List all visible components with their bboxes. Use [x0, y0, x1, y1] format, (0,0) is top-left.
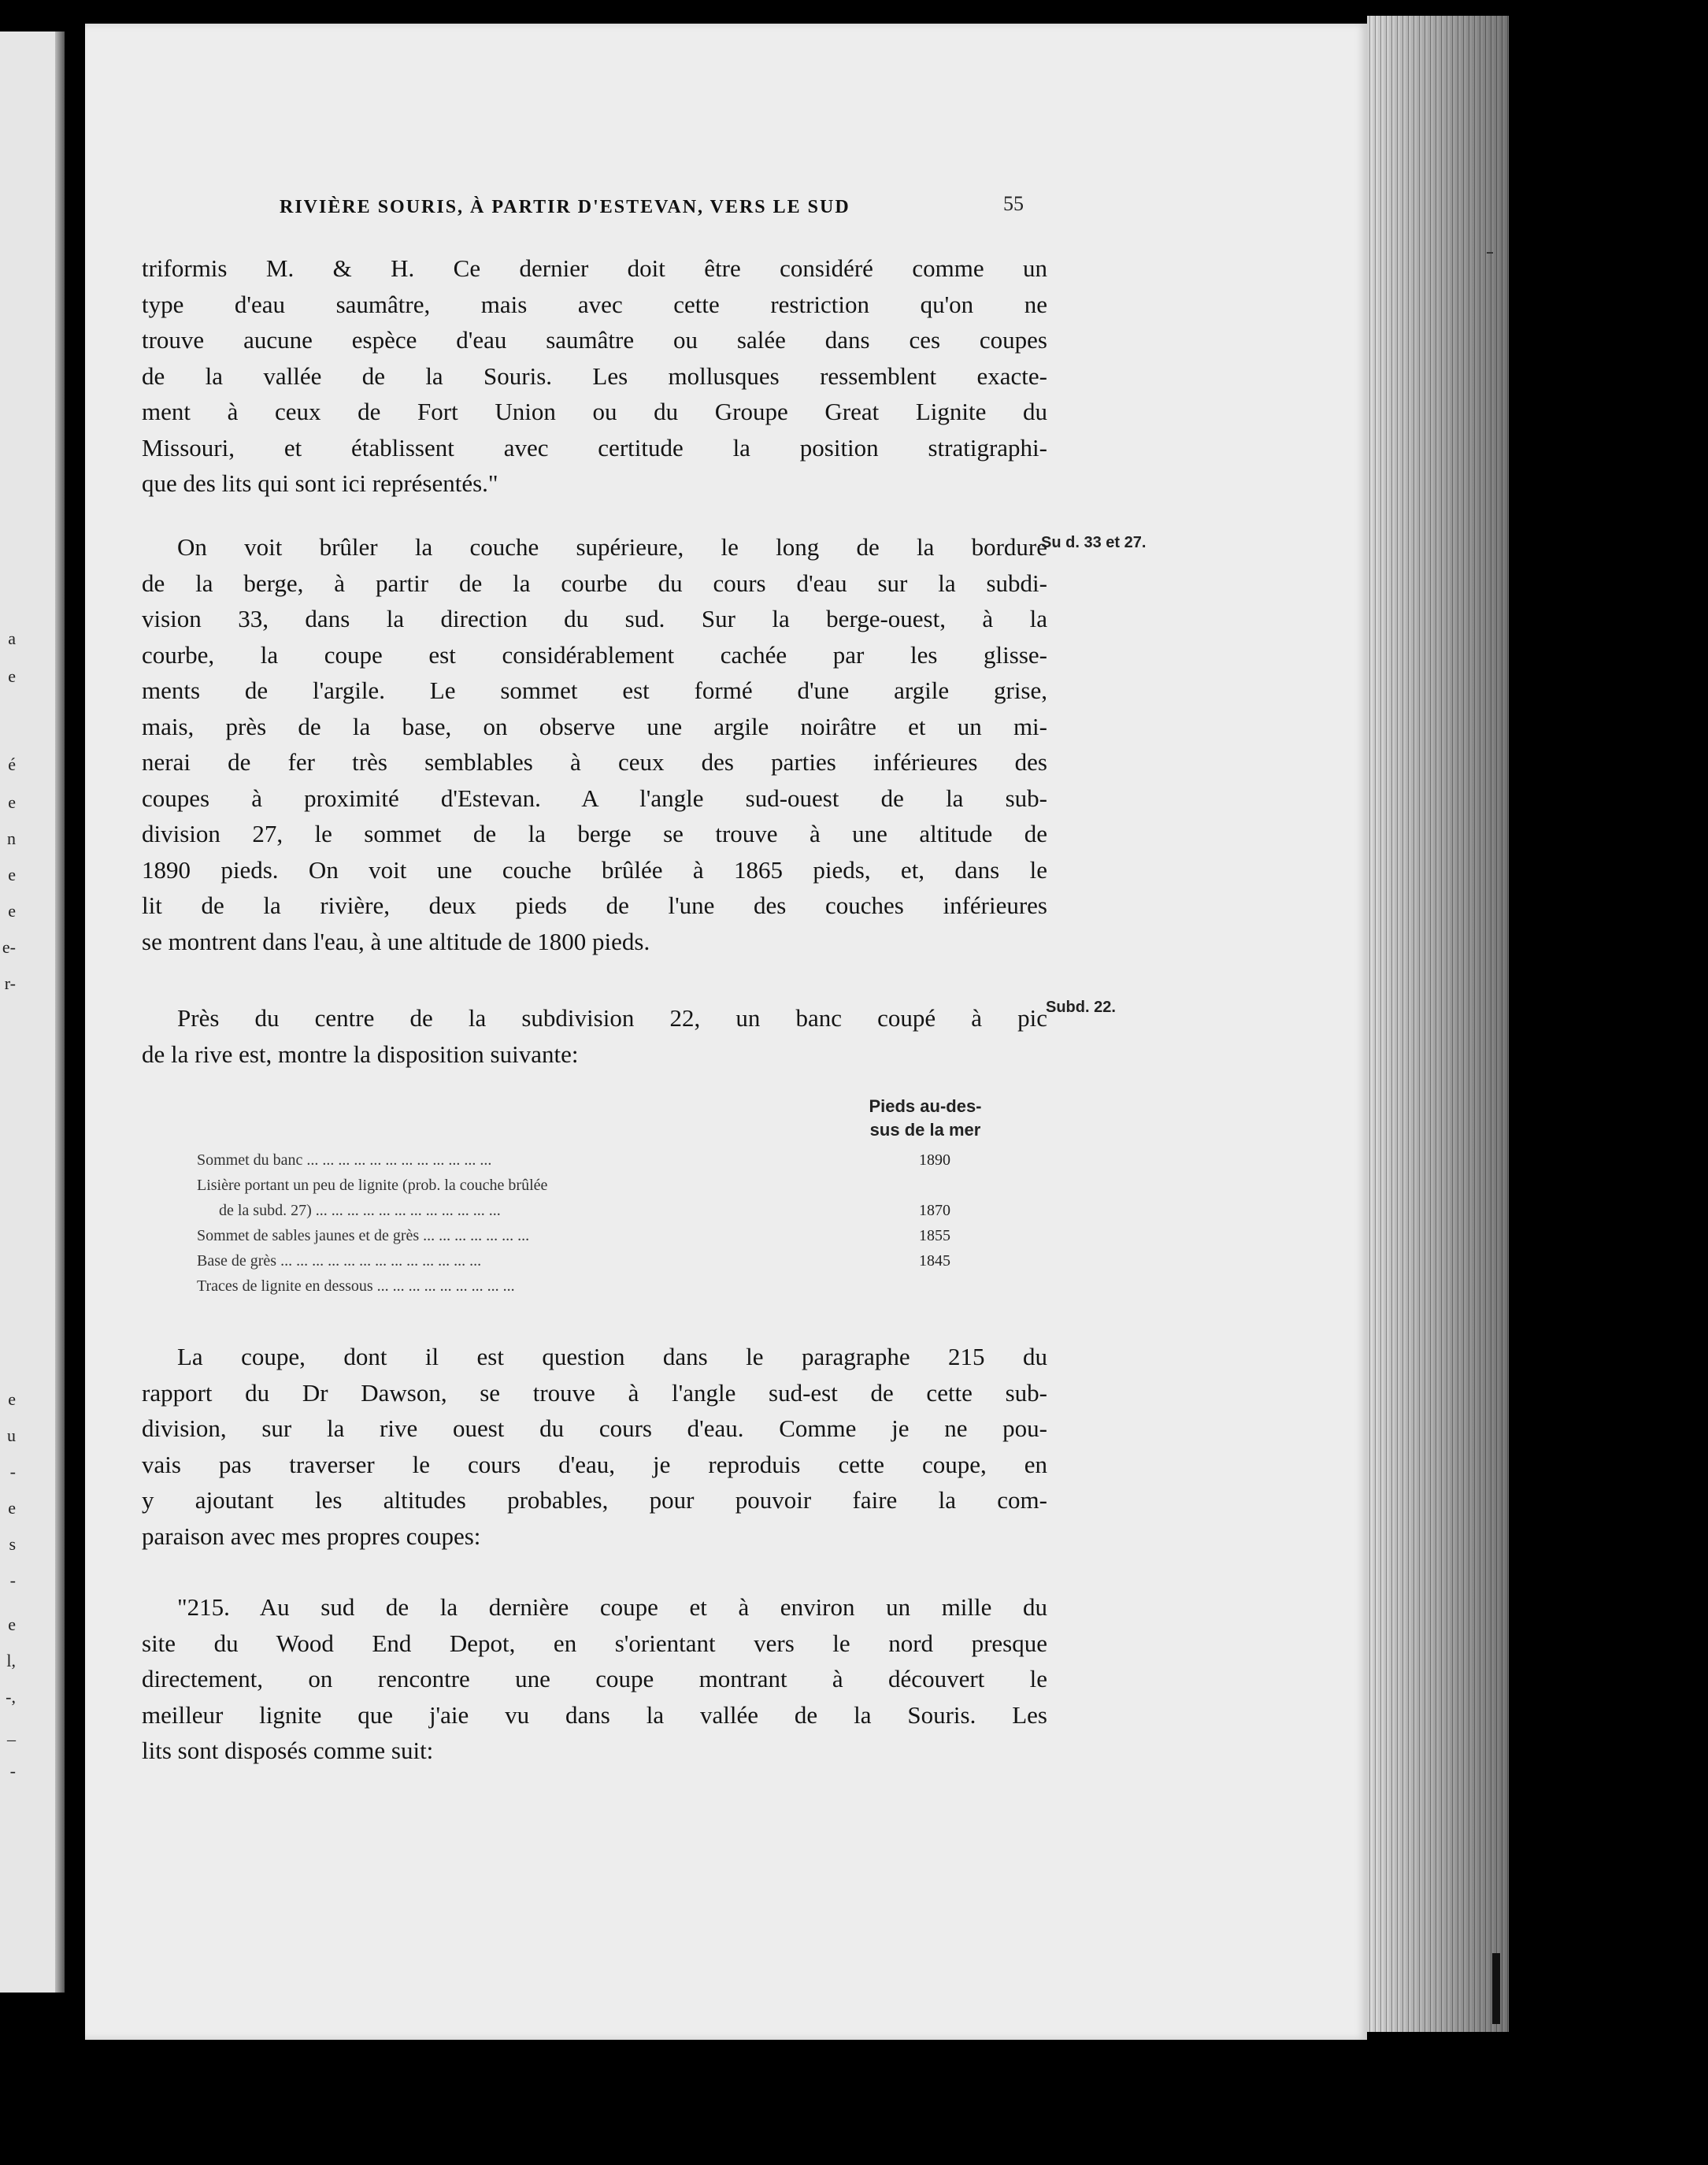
text-line: Près du centre de la subdivision 22, un banc coupé à pic — [177, 1004, 1047, 1032]
table-row — [197, 1177, 1063, 1200]
book-gutter — [55, 32, 65, 1993]
left-page-edge — [0, 32, 65, 1993]
table-cell-value: 1845 — [919, 1252, 950, 1270]
paragraph-4 — [142, 1339, 1047, 1554]
table-cell-label: Traces de lignite en dessous ... ... ... ... ... ... ... ... ... — [197, 1277, 515, 1295]
text-line: coupes à proximité d'Estevan. A l'angle sud-ouest de la sub- — [142, 784, 1047, 812]
page-edges — [1367, 16, 1509, 2032]
page-edges-shadow — [1367, 16, 1509, 2032]
text-line: se montrent dans l'eau, à une altitude de 1800 pieds. — [142, 927, 650, 955]
table-header-line: Pieds au-des- — [869, 1096, 982, 1116]
left-page-fragment: u — [7, 1425, 16, 1445]
paragraph-1 — [142, 250, 1047, 502]
text-line: de la rive est, montre la disposition suivante: — [142, 1040, 579, 1068]
table-row — [197, 1227, 1063, 1251]
table-header-line: sus de la mer — [869, 1120, 981, 1140]
table-cell-label: de la subd. 27) ... ... ... ... ... ... ... ... ... ... ... ... — [219, 1202, 501, 1219]
left-page-fragment: - — [9, 1462, 16, 1481]
table-row — [197, 1252, 1063, 1276]
left-page-fragment: a — [8, 628, 16, 648]
text-line: site du Wood End Depot, en s'orientant vers le nord presque — [142, 1629, 1047, 1657]
left-page-fragment: é — [8, 754, 16, 774]
text-line: rapport du Dr Dawson, se trouve à l'angle sud-est de cette sub- — [142, 1378, 1047, 1407]
text-line: division 27, le sommet de la berge se trouve à une altitude de — [142, 820, 1047, 847]
left-page-fragment: e — [8, 1498, 16, 1518]
text-line: de la berge, à partir de la courbe du cours d'eau sur la subdi- — [142, 569, 1047, 597]
table-cell-label: Sommet du banc ... ... ... ... ... ... ... ... ... ... ... ... — [197, 1151, 492, 1169]
left-page-fragment: s — [9, 1534, 16, 1554]
text-line: de la vallée de la Souris. Les mollusques ressemblent exacte- — [142, 361, 1047, 390]
paragraph-3 — [142, 1000, 1047, 1072]
table-cell-value: 1870 — [919, 1202, 950, 1219]
text-line: division, sur la rive ouest du cours d'eau. Comme je ne pou- — [142, 1414, 1047, 1442]
paragraph-5 — [142, 1589, 1047, 1769]
left-page-fragment: e — [8, 865, 16, 884]
page-corner-mark — [1487, 252, 1493, 254]
text-line: nerai de fer très semblables à ceux des parties inférieures des — [142, 748, 1047, 776]
left-page-fragment: e — [8, 666, 16, 686]
left-page-fragment: n — [7, 829, 16, 848]
left-page-fragment: - — [9, 1761, 16, 1781]
text-line: courbe, la coupe est considérablement cachée par les glisse- — [142, 640, 1047, 669]
text-line: 1890 pieds. On voit une couche brûlée à 1865 pieds, et, dans le — [142, 855, 1047, 884]
text-line: vais pas traverser le cours d'eau, je reproduis cette coupe, en — [142, 1450, 1047, 1478]
left-page-fragment: _ — [7, 1723, 16, 1743]
text-line: directement, on rencontre une coupe montrant à découvert le — [142, 1665, 1047, 1692]
sidenote-subdivision: Subd. 22. — [1046, 999, 1116, 1016]
text-line: lit de la rivière, deux pieds de l'une des couches inférieures — [142, 892, 1047, 919]
left-page-fragment: e — [8, 792, 16, 812]
text-line: triformis M. & H. Ce dernier doit être considéré comme un — [142, 254, 1047, 282]
left-page-fragment: r- — [4, 973, 16, 993]
text-line: type d'eau saumâtre, mais avec cette restriction qu'on ne — [142, 290, 1047, 318]
text-line: mais, près de la base, on observe une argile noirâtre et un mi- — [142, 712, 1047, 740]
table-cell-label: Sommet de sables jaunes et de grès ... ... ... ... ... ... ... — [197, 1227, 530, 1244]
table-row — [197, 1277, 1063, 1301]
text-line: La coupe, dont il est question dans le paragraphe 215 du — [177, 1343, 1047, 1370]
paragraph-2 — [142, 529, 1047, 959]
text-line: On voit brûler la couche supérieure, le long de la bordure — [177, 533, 1047, 561]
table-cell-label: Base de grès ... ... ... ... ... ... ... ... ... ... ... ... ... — [197, 1252, 482, 1270]
text-line: ment à ceux de Fort Union ou du Groupe Great Lignite du — [142, 398, 1047, 425]
left-page-fragment: - — [9, 1570, 16, 1590]
table-row — [197, 1151, 1063, 1175]
page-number: 55 — [1003, 192, 1024, 215]
table-cell-value: 1890 — [919, 1151, 950, 1169]
running-head: RIVIÈRE SOURIS, À PARTIR D'ESTEVAN, VERS LE SUD — [280, 197, 850, 217]
text-line: meilleur lignite que j'aie vu dans la vallée de la Souris. Les — [142, 1700, 1047, 1729]
text-line: paraison avec mes propres coupes: — [142, 1522, 481, 1550]
left-page-fragment: e — [8, 901, 16, 921]
table-cell-label: Lisière portant un peu de lignite (prob. la couche brûlée — [197, 1177, 548, 1194]
text-line: ments de l'argile. Le sommet est formé d'une argile grise, — [142, 677, 1047, 704]
left-page-fragment: e- — [2, 937, 16, 957]
left-page-fragment: -, — [6, 1687, 16, 1707]
binding-mark — [1492, 1953, 1500, 2024]
text-line: que des lits qui sont ici représentés." — [142, 469, 498, 497]
left-page-fragment: l, — [6, 1651, 16, 1670]
table-column-header — [835, 1095, 1016, 1142]
sidenote-subdivision: Su d. 33 et 27. — [1041, 534, 1147, 551]
left-page-fragment: e — [8, 1389, 16, 1409]
left-page-fragment: e — [8, 1614, 16, 1634]
table-cell-value: 1855 — [919, 1227, 950, 1244]
table-row — [197, 1202, 1063, 1225]
text-line: lits sont disposés comme suit: — [142, 1737, 434, 1764]
text-line: y ajoutant les altitudes probables, pour pouvoir faire la com- — [142, 1486, 1047, 1514]
text-line: "215. Au sud de la dernière coupe et à environ un mille du — [177, 1593, 1047, 1621]
text-line: vision 33, dans la direction du sud. Sur la berge-ouest, à la — [142, 605, 1047, 632]
text-line: trouve aucune espèce d'eau saumâtre ou salée dans ces coupes — [142, 326, 1047, 354]
text-line: Missouri, et établissent avec certitude la position stratigraphi- — [142, 433, 1047, 462]
